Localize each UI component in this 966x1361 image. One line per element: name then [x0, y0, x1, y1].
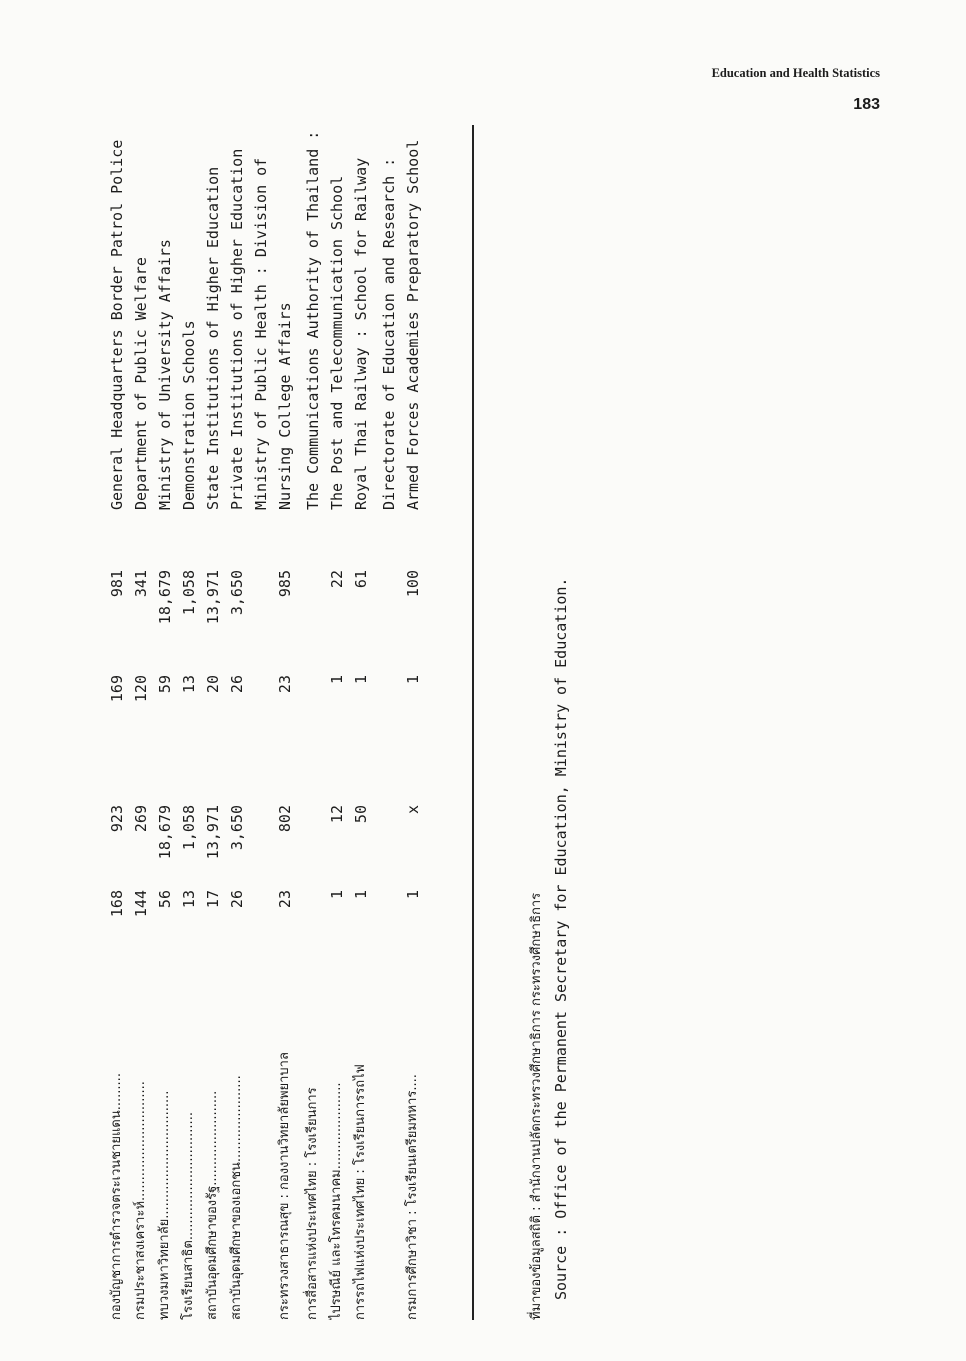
value-4: 13,971: [204, 570, 222, 625]
value-1: 1: [352, 890, 370, 900]
table-row: [201, 100, 225, 1320]
value-1: 56: [156, 890, 174, 909]
english-label: Royal Thai Railway : School for Railway: [352, 157, 370, 510]
value-1: 144: [132, 890, 150, 918]
value-4: 3,650: [228, 570, 246, 616]
english-label: Department of Public Welfare: [132, 257, 150, 510]
value-1: 26: [228, 890, 246, 909]
table-row: [273, 100, 297, 1320]
thai-label: การสื่อสารแห่งประเทศไทย : โรงเรียนการ: [305, 1087, 320, 1320]
value-1: 17: [204, 890, 222, 909]
table-row: [129, 100, 153, 1320]
table-row: [249, 100, 273, 1320]
english-label: Ministry of University Affairs: [156, 239, 174, 510]
value-2: 13,971: [204, 805, 222, 860]
value-2: 923: [108, 805, 126, 833]
english-label: The Communications Authority of Thailand :: [304, 130, 322, 510]
source-note: Source : Office of the Permanent Secretary for Education, Ministry of Education.: [552, 577, 570, 1300]
value-3: 1: [404, 675, 422, 685]
table-row: [349, 100, 373, 1320]
value-1: 168: [108, 890, 126, 918]
value-3: 120: [132, 675, 150, 703]
thai-label: โรงเรียนสาธิต...............................: [181, 1112, 196, 1320]
table-row: [153, 100, 177, 1320]
english-label: Nursing College Affairs: [276, 302, 294, 510]
value-4: 985: [276, 570, 294, 598]
table-row: [377, 100, 401, 1320]
value-2: 802: [276, 805, 294, 833]
value-4: 100: [404, 570, 422, 598]
thai-label: ทบวงมหาวิทยาลัย...............................: [157, 1090, 172, 1320]
value-1: 13: [180, 890, 198, 909]
english-label: Directorate of Education and Research :: [380, 157, 398, 510]
value-2: 12: [328, 805, 346, 824]
value-3: 23: [276, 675, 294, 694]
value-1: 1: [404, 890, 422, 900]
source-note-thai: ที่มาของข้อมูลสถิติ : สำนักงานปลัดกระทรวงศึกษาธิการ กระทรวงศึกษาธิการ: [529, 892, 544, 1320]
value-2: 269: [132, 805, 150, 833]
value-3: 20: [204, 675, 222, 694]
table-row: [105, 100, 129, 1320]
value-1: 1: [328, 890, 346, 900]
table-row: [225, 100, 249, 1320]
thai-label: การรถไฟแห่งประเทศไทย : โรงเรียนการรถไฟ: [353, 1064, 368, 1320]
value-3: 26: [228, 675, 246, 694]
value-2: 1,058: [180, 805, 198, 851]
table-row: [177, 100, 201, 1320]
value-4: 1,058: [180, 570, 198, 616]
thai-label: สถาบันอุดมศึกษาของรัฐ.......................: [205, 1090, 220, 1320]
english-label: Ministry of Public Health : Division of: [252, 157, 270, 510]
value-1: 23: [276, 890, 294, 909]
value-2: 3,650: [228, 805, 246, 851]
value-4: 22: [328, 570, 346, 589]
value-3: 13: [180, 675, 198, 694]
value-4: 341: [132, 570, 150, 598]
table-row: [301, 100, 325, 1320]
english-label: Demonstration Schools: [180, 320, 198, 510]
english-label: Armed Forces Academies Preparatory School: [404, 139, 422, 510]
value-2: 18,679: [156, 805, 174, 860]
value-4: 61: [352, 570, 370, 589]
thai-label: สถาบันอุดมศึกษาของเอกชน.....................: [229, 1075, 244, 1320]
table-row: [401, 100, 425, 1320]
page-number: 183: [853, 96, 880, 113]
english-label: Private Institutions of Higher Education: [228, 148, 246, 510]
table-bottom-rule: [472, 125, 474, 1320]
english-label: The Post and Telecommunication School: [328, 175, 346, 510]
english-label: State Institutions of Higher Education: [204, 166, 222, 510]
value-4: 981: [108, 570, 126, 598]
thai-label: ไปรษณีย์ และโทรคมนาคม.....................: [329, 1082, 344, 1320]
thai-label: กระทรวงสาธารณสุข : กองงานวิทยาลัยพยาบาล: [277, 1052, 292, 1320]
thai-label: กรมประชาสงเคราะห์.............................: [133, 1081, 148, 1320]
english-label: General Headquarters Border Patrol Police: [108, 139, 126, 510]
value-3: 169: [108, 675, 126, 703]
value-2: x: [404, 805, 422, 815]
value-3: 1: [352, 675, 370, 685]
value-3: 59: [156, 675, 174, 694]
value-3: 1: [328, 675, 346, 685]
value-4: 18,679: [156, 570, 174, 625]
thai-label: กรมการศึกษาวิชา : โรงเรียนเตรียมทหาร....: [405, 1074, 420, 1320]
running-head: Education and Health Statistics: [711, 66, 880, 80]
table-row: [325, 100, 349, 1320]
thai-label: กองบัญชาการตำรวจตระเวนชายแดน.........: [109, 1073, 124, 1320]
rotated-table: [105, 100, 570, 1320]
value-2: 50: [352, 805, 370, 824]
